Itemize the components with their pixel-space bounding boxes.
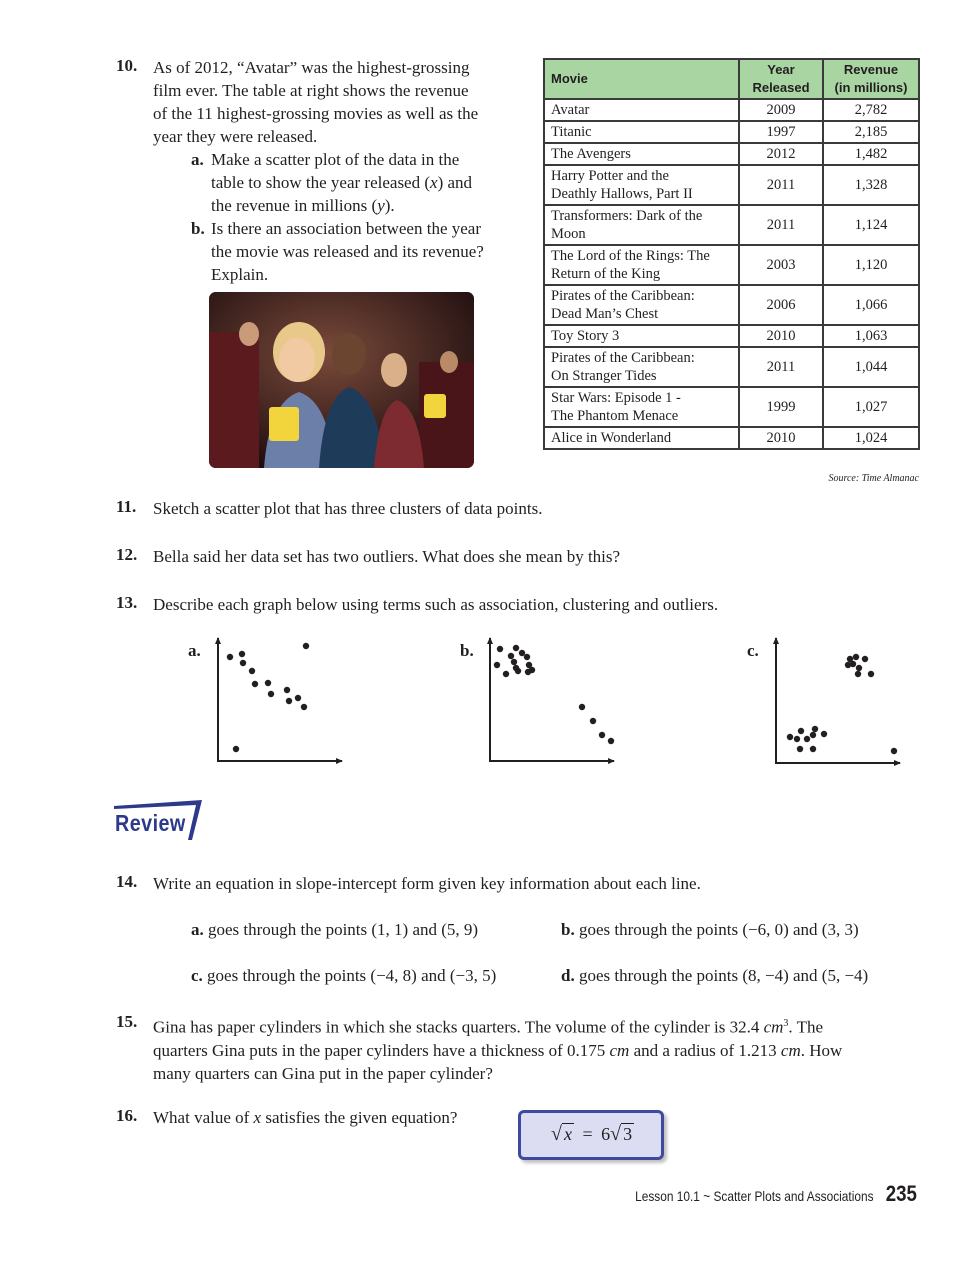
year-cell: 2006: [739, 285, 823, 325]
table-row: [544, 325, 919, 347]
movie-title-line: Titanic: [551, 124, 592, 140]
scatter-point: [497, 646, 503, 652]
revenue-cell: 1,024: [823, 427, 919, 449]
movie-audience-photo: [209, 292, 474, 468]
revenue-cell: 1,044: [823, 347, 919, 387]
table-row: [544, 99, 919, 121]
year-cell: 2009: [739, 99, 823, 121]
movie-title-line: Avatar: [551, 102, 590, 118]
q14a: [191, 918, 478, 941]
question-15-number: 15.: [116, 1012, 138, 1031]
q14a-label: a.: [191, 920, 204, 939]
scatter-point: [240, 660, 246, 666]
graph-a-label: a.: [188, 641, 201, 660]
q10b-line: Explain.: [211, 265, 269, 284]
movie-cell: [544, 143, 739, 165]
movie-cell: [544, 285, 739, 325]
movie-title-line: Dead Man’s Chest: [551, 306, 659, 322]
question-15-text: [153, 1012, 923, 1085]
q14c-label: c.: [191, 966, 203, 985]
q14d: [561, 964, 868, 987]
table-row: [544, 165, 919, 205]
q10-line: film ever. The table at right shows the revenue: [153, 81, 469, 100]
movie-cell: [544, 121, 739, 143]
scatter-point: [249, 668, 255, 674]
scatter-point: [787, 734, 793, 740]
year-cell: 2011: [739, 347, 823, 387]
q14c: [191, 964, 496, 987]
q10a-label: a.: [191, 150, 204, 169]
review-heading: Review: [115, 810, 186, 836]
scatter-point: [301, 704, 307, 710]
scatter-point: [295, 695, 301, 701]
movie-title-line: Alice in Wonderland: [551, 430, 672, 446]
revenue-cell: 1,063: [823, 325, 919, 347]
scatter-point: [868, 671, 874, 677]
graph-b-y-arrow: [487, 637, 493, 644]
graph-c-x-arrow: [894, 760, 901, 766]
scatter-point: [508, 653, 514, 659]
graph-a-x-arrow: [336, 758, 343, 764]
year-cell: 2011: [739, 165, 823, 205]
movie-title-line: Toy Story 3: [551, 328, 620, 344]
q14d-label: d.: [561, 966, 575, 985]
scatter-point: [227, 654, 233, 660]
scatter-point: [579, 704, 585, 710]
scatter-point: [891, 748, 897, 754]
scatter-point: [804, 736, 810, 742]
scatter-point: [812, 726, 818, 732]
scatter-graph-b: [482, 634, 622, 769]
year-cell: 2012: [739, 143, 823, 165]
header-line: Year: [767, 62, 795, 77]
q14b: [561, 918, 859, 941]
movie-cell: [544, 325, 739, 347]
year-cell: 2010: [739, 325, 823, 347]
scatter-point: [303, 643, 309, 649]
question-11-text: Sketch a scatter plot that has three clusters of data points.: [153, 499, 543, 518]
movie-cell: [544, 427, 739, 449]
scatter-point: [529, 667, 535, 673]
table-row: [544, 205, 919, 245]
year-cell: 2010: [739, 427, 823, 449]
revenue-cell: 1,120: [823, 245, 919, 285]
table-source: Source: Time Almanac: [828, 473, 919, 484]
table-row: [544, 427, 919, 449]
scatter-graph-a: [210, 634, 350, 769]
table-row: [544, 143, 919, 165]
revenue-cell: 1,124: [823, 205, 919, 245]
movie-cell: [544, 347, 739, 387]
q10-line: As of 2012, “Avatar” was the highest-grossing: [153, 58, 470, 77]
scatter-point: [515, 668, 521, 674]
table-row: [544, 285, 919, 325]
movie-cell: [544, 99, 739, 121]
question-16-text: What value of x satisfies the given equation?: [153, 1108, 458, 1127]
movie-cell: [544, 387, 739, 427]
scatter-point: [590, 718, 596, 724]
equation-box: [518, 1110, 664, 1160]
movie-title-line: The Lord of the Rings: The: [551, 248, 710, 264]
page-footer: [540, 1181, 920, 1207]
q10a-line: table to show the year released (x) and: [211, 173, 473, 192]
revenue-cell: 1,328: [823, 165, 919, 205]
movie-title-line: Deathly Hallows, Part II: [551, 186, 693, 202]
question-12-text: Bella said her data set has two outliers. What does she mean by this?: [153, 547, 621, 566]
scatter-point: [608, 738, 614, 744]
header-line: (in millions): [834, 80, 908, 95]
movie-cell: [544, 205, 739, 245]
scatter-point: [265, 680, 271, 686]
movie-title-line: Pirates of the Caribbean:: [551, 350, 695, 366]
q10b-line: Is there an association between the year: [211, 219, 481, 238]
movie-title-line: On Stranger Tides: [551, 368, 657, 384]
scatter-point: [252, 681, 258, 687]
page-number: 235: [886, 1181, 918, 1206]
scatter-point: [494, 662, 500, 668]
scatter-point: [850, 661, 856, 667]
header-line: Released: [752, 80, 810, 95]
scatter-point: [233, 746, 239, 752]
scatter-point: [519, 650, 525, 656]
question-10-text: [153, 56, 523, 148]
q10-line: year they were released.: [153, 127, 318, 146]
revenue-cell: 1,066: [823, 285, 919, 325]
question-10-number: 10.: [116, 56, 138, 75]
question-12-number: 12.: [116, 545, 138, 564]
movie-title-line: The Phantom Menace: [551, 408, 679, 424]
equation: √ x = 6√ 3: [551, 1123, 633, 1145]
year-cell: 1997: [739, 121, 823, 143]
graph-a-y-arrow: [215, 637, 221, 644]
q14b-label: b.: [561, 920, 575, 939]
movie-cell: [544, 245, 739, 285]
question-11-number: 11.: [116, 497, 137, 516]
graph-c-label: c.: [747, 641, 759, 660]
table-header-row: [544, 59, 919, 99]
revenue-cell: 1,482: [823, 143, 919, 165]
scatter-point: [862, 656, 868, 662]
movie-title-line: Return of the King: [551, 266, 661, 282]
movie-title-line: Pirates of the Caribbean:: [551, 288, 695, 304]
scatter-point: [284, 687, 290, 693]
scatter-point: [821, 731, 827, 737]
q14d-text: goes through the points (8, −4) and (5, −4): [578, 966, 869, 985]
question-14-text: Write an equation in slope-intercept form given key information about each line.: [153, 874, 701, 893]
graph-a-axes: [218, 638, 342, 761]
header-line: Revenue: [843, 62, 899, 77]
table-row: [544, 387, 919, 427]
scatter-point: [794, 736, 800, 742]
q10-line: of the 11 highest-grossing movies as well as the: [153, 104, 479, 123]
scatter-point: [286, 698, 292, 704]
year-cell: 2003: [739, 245, 823, 285]
revenue-cell: 2,782: [823, 99, 919, 121]
question-13-text: Describe each graph below using terms such as association, clustering and outliers.: [153, 595, 719, 614]
revenue-cell: 2,185: [823, 121, 919, 143]
footer-lesson-title: Lesson 10.1 ~ Scatter Plots and Associations: [634, 1188, 874, 1204]
year-cell: 1999: [739, 387, 823, 427]
q14a-text: goes through the points (1, 1) and (5, 9): [208, 920, 479, 939]
q15-line: Gina has paper cylinders in which she stacks quarters. The volume of the cylinder is 32.4 $cm^3$. The: [153, 1017, 824, 1037]
graph-b-x-arrow: [608, 758, 615, 764]
scatter-point: [524, 654, 530, 660]
scatter-point: [513, 645, 519, 651]
q14b-text: goes through the points (−6, 0) and (3, 3): [578, 920, 859, 939]
q15-line: quarters Gina puts in the paper cylinders have a thickness of 0.175 cm and a radius of 1.213 cm. How: [153, 1040, 843, 1060]
scatter-point: [853, 654, 859, 660]
movie-title-line: The Avengers: [551, 146, 631, 162]
year-cell: 2011: [739, 205, 823, 245]
table-header-revenue: [823, 59, 919, 99]
q10a-text: [211, 148, 521, 217]
movies-revenue-table: [543, 58, 920, 450]
scatter-point: [599, 732, 605, 738]
scatter-point: [503, 671, 509, 677]
graph-b-label: b.: [460, 641, 474, 660]
movie-title-line: Transformers: Dark of the: [551, 208, 703, 224]
movie-title-line: Harry Potter and the: [551, 168, 669, 184]
scatter-point: [856, 665, 862, 671]
table-row: [544, 347, 919, 387]
q10a-line: the revenue in millions (y).: [211, 196, 395, 215]
table-row: [544, 245, 919, 285]
scatter-graph-c: [768, 634, 908, 769]
movie-cell: [544, 165, 739, 205]
table-header-movie: Movie: [544, 59, 739, 99]
movie-title-line: Moon: [551, 226, 586, 242]
table-row: [544, 121, 919, 143]
scatter-point: [810, 746, 816, 752]
question-13-number: 13.: [116, 593, 138, 612]
table-header-year: [739, 59, 823, 99]
question-14-number: 14.: [116, 872, 138, 891]
q10b-label: b.: [191, 219, 205, 238]
scatter-point: [810, 732, 816, 738]
q15-line: many quarters can Gina put in the paper cylinder?: [153, 1063, 493, 1083]
scatter-point: [268, 691, 274, 697]
question-16-number: 16.: [116, 1106, 138, 1125]
scatter-point: [798, 728, 804, 734]
q10b-line: the movie was released and its revenue?: [211, 242, 484, 261]
scatter-point: [511, 659, 517, 665]
graph-c-axes: [776, 638, 900, 763]
revenue-cell: 1,027: [823, 387, 919, 427]
q10a-line: Make a scatter plot of the data in the: [211, 150, 460, 169]
scatter-point: [239, 651, 245, 657]
q14c-text: goes through the points (−4, 8) and (−3, 5): [207, 966, 497, 985]
scatter-point: [855, 671, 861, 677]
scatter-point: [797, 746, 803, 752]
q10b-text: [211, 217, 531, 286]
graph-c-y-arrow: [773, 637, 779, 644]
movie-title-line: Star Wars: Episode 1 -: [551, 390, 681, 406]
